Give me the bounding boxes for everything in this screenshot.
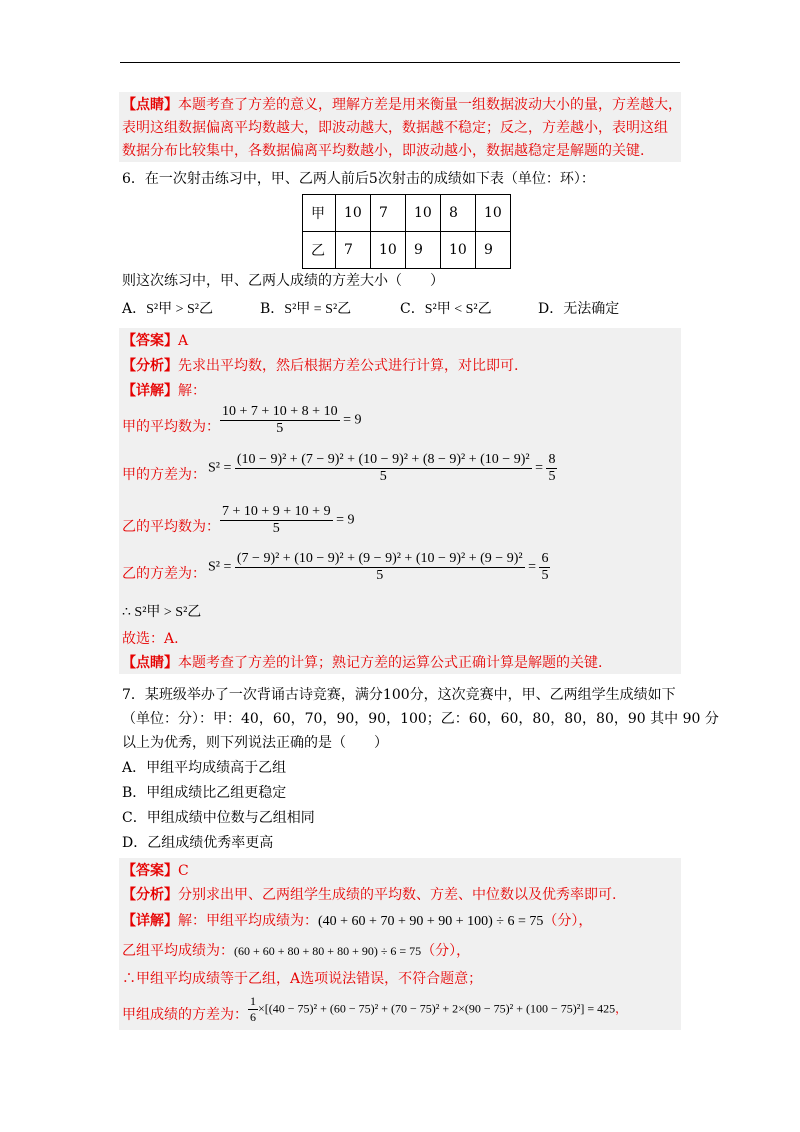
q6-option-b: B．S²甲 = S²乙 [260,301,352,317]
jia-var-label: 甲的方差为： [122,467,206,483]
table-cell: 10 [441,232,476,269]
jia-mean-formula: $\frac{10 + 7 + 10 + 8 + 10}{5}$ = 9 [222,404,362,436]
table-cell: 乙 [303,232,336,269]
q6-answer: 【答案】A [122,333,189,349]
jia-var-formula: S² = $\frac{\text{(10 − 9)² + (7 − 9)² + (10 − 9)² + (8 − 9)² + (10 − 9)²}}{5}$ = $\frac{8}{5}$ [208,452,556,484]
table-cell: 10 [406,195,441,232]
header-rule [120,62,680,63]
q7-answer: 【答案】C [122,863,189,879]
table-cell: 甲 [303,195,336,232]
q5-comment-line-1: 【点睛】本题考查了方差的意义，理解方差是用来衡量一组数据波动大小的量，方差越大， [122,97,682,113]
q7-detail: 【详解】解：甲组平均成绩为：(40 + 60 + 70 + 90 + 90 + 100) ÷ 6 = 75（分）， [122,913,593,929]
q7-stem-line-3: 以上为优秀，则下列说法正确的是（ ） [122,735,388,751]
table-cell: 7 [336,232,371,269]
q6-option-c: C．S²甲 < S²乙 [400,301,492,317]
q7-option-a: A．甲组平均成绩高于乙组 [122,760,287,776]
q6-option-d: D．无法确定 [538,301,620,317]
q5-comment-line-3: 数据分布比较集中，各数据偏离平均数越小，即波动越小，数据越稳定是解题的关键. [122,143,645,159]
table-cell: 8 [441,195,476,232]
q7-stem-line-1: 7．某班级举办了一次背诵古诗竞赛，满分100分，这次竞赛中，甲、乙两组学生成绩如下 [122,687,676,703]
q7-var-formula: $\frac{1}{6}$ ×[(40 − 75)² + (60 − 75)² + (70 − 75)² + 2×(90 − 75)² + (100 − 75)²] = 425， [250,994,628,1024]
table-cell: 10 [476,195,511,232]
table-cell: 9 [476,232,511,269]
jia-mean-label: 甲的平均数为： [122,419,220,435]
table-row [303,232,511,269]
q6-analysis: 【分析】先求出平均数，然后根据方差公式进行计算，对比即可. [122,358,519,374]
yi-mean-label: 乙的平均数为： [122,519,220,535]
q7-var-label: 甲组成绩的方差为： [122,1007,248,1023]
q7-option-d: D．乙组成绩优秀率更高 [122,835,274,851]
q7-stem-line-2: （单位：分）：甲：40，60，70，90，90，100；乙：60，60，80，80，80，90 其中 90 分 [122,711,719,727]
yi-var-formula: S² = $\frac{\text{(7 − 9)² + (10 − 9)² + (9 − 9)² + (10 − 9)² + (9 − 9)²}}{5}$ = $\frac{6}{5}$ [208,551,549,583]
q7-option-b: B．甲组成绩比乙组更稳定 [122,785,287,801]
q5-comment-line-2: 表明这组数据偏离平均数越大，即波动越大，数据越不稳定；反之，方差越小，表明这组 [122,120,668,136]
q6-comment: 【点睛】本题考查了方差的计算；熟记方差的运算公式正确计算是解题的关键. [122,655,603,671]
yi-mean-formula: $\frac{7 + 10 + 9 + 10 + 9}{5}$ = 9 [222,504,355,536]
q7-conclusion: ∴甲组平均成绩等于乙组，A选项说法错误，不符合题意； [122,971,483,987]
q6-question: 则这次练习中，甲、乙两人成绩的方差大小（ ） [122,273,444,289]
q7-analysis: 【分析】分别求出甲、乙两组学生成绩的平均数、方差、中位数以及优秀率即可. [122,887,617,903]
q6-option-a: A．S²甲 > S²乙 [122,301,213,317]
q6-score-table [302,194,511,269]
comment-tag: 【点睛】 [122,97,178,113]
q6-choose: 故选：A. [122,631,179,647]
table-cell: 10 [336,195,371,232]
q6-stem: 6．在一次射击练习中，甲、乙两人前后5次射击的成绩如下表（单位：环）： [122,171,595,187]
q7-yi-average: 乙组平均成绩为：(60 + 60 + 80 + 80 + 80 + 90) ÷ 6 = 75（分）， [122,943,471,959]
table-cell: 7 [371,195,406,232]
yi-var-label: 乙的方差为： [122,566,206,582]
table-cell: 9 [406,232,441,269]
q6-detail: 【详解】解： [122,383,206,399]
q6-therefore: ∴ S²甲 > S²乙 [122,605,202,620]
q7-option-c: C．甲组成绩中位数与乙组相同 [122,810,315,826]
table-cell: 10 [371,232,406,269]
table-row [303,195,511,232]
